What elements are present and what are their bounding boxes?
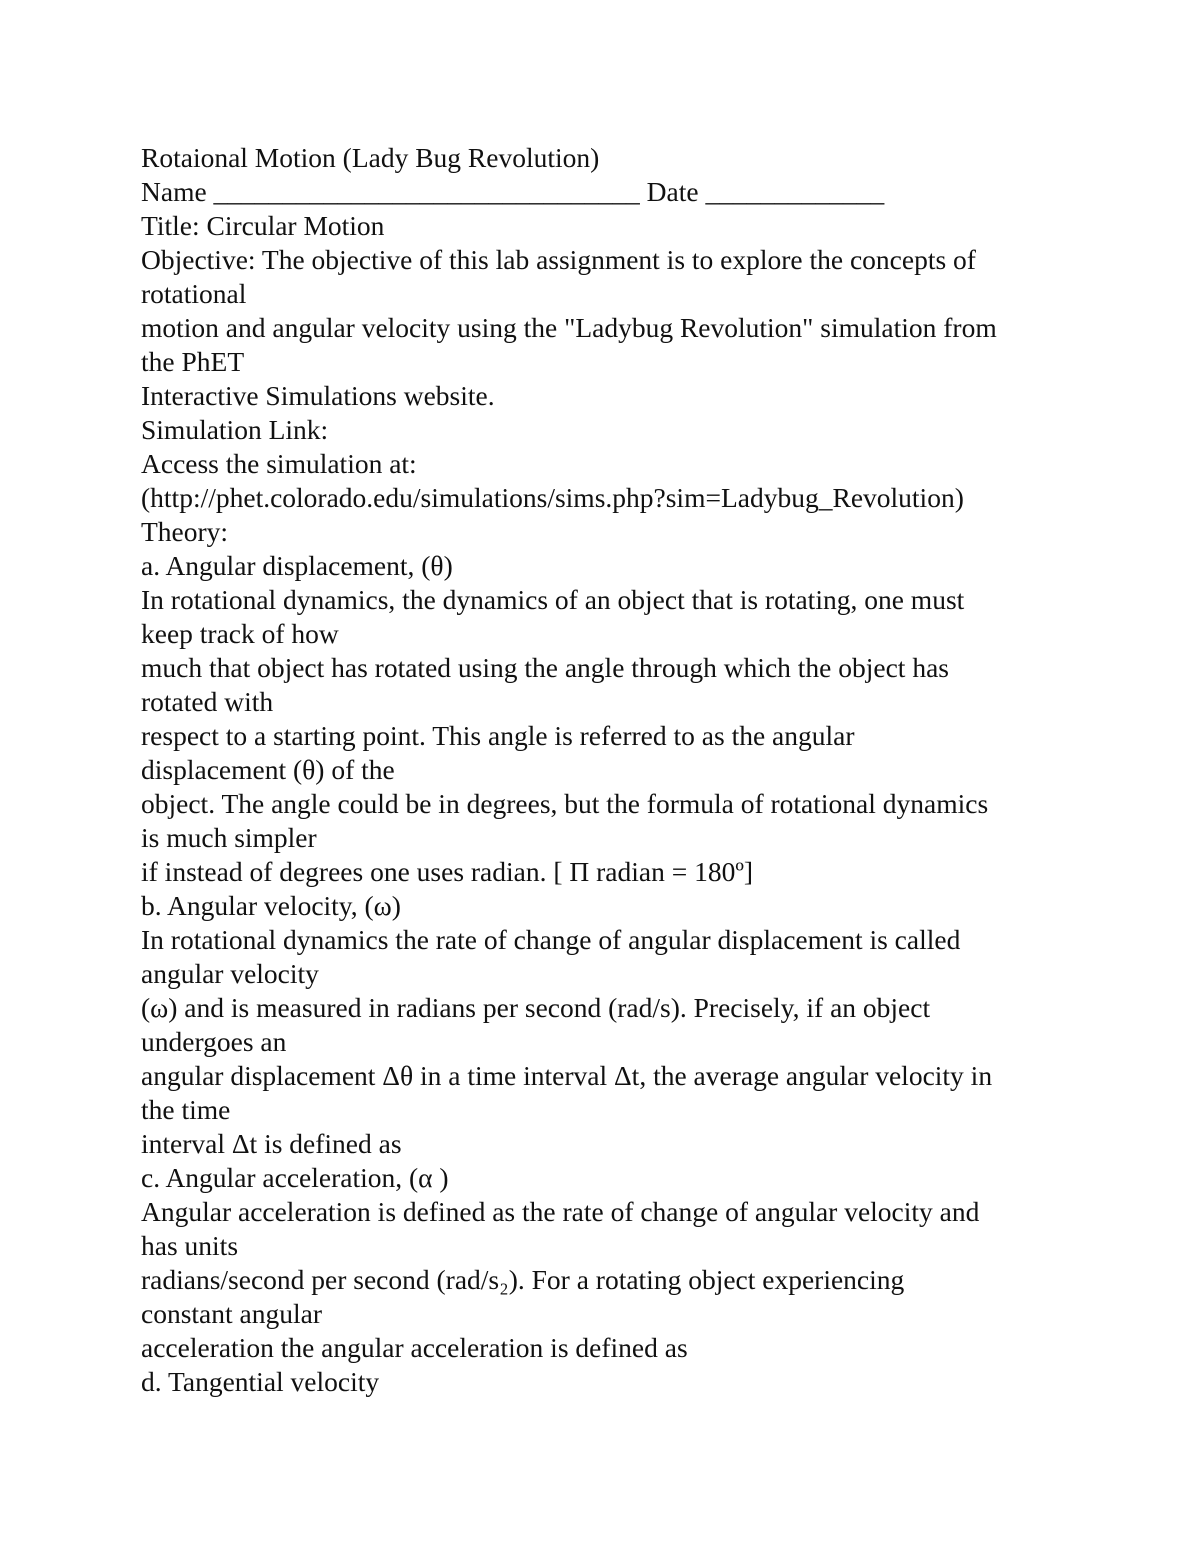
simulation-link-heading: Simulation Link: (141, 414, 329, 445)
paragraph-line: In rotational dynamics the rate of change of angular displacement is called (141, 924, 961, 955)
paragraph-line: constant angular (141, 1298, 322, 1329)
paragraph-line: radians/second per second (rad/s₂). For a rotating object experiencing (141, 1264, 905, 1295)
section-heading-angular-acceleration: c. Angular acceleration, (α ) (141, 1162, 449, 1193)
paragraph-line: if instead of degrees one uses radian. [ Π radian = 180º] (141, 856, 754, 887)
paragraph-line: undergoes an (141, 1026, 287, 1057)
objective-line: the PhET (141, 346, 245, 377)
paragraph-line: angular velocity (141, 958, 319, 989)
paragraph-line: has units (141, 1230, 239, 1261)
paragraph-line: acceleration the angular acceleration is defined as (141, 1332, 688, 1363)
title-line: Title: Circular Motion (141, 210, 385, 241)
document-body (141, 141, 1071, 1399)
paragraph-line: keep track of how (141, 618, 339, 649)
paragraph-line: is much simpler (141, 822, 317, 853)
objective-line: rotational (141, 278, 247, 309)
objective-line: motion and angular velocity using the "Ladybug Revolution" simulation from (141, 312, 997, 343)
paragraph-line: (ω) and is measured in radians per second (rad/s). Precisely, if an object (141, 992, 931, 1023)
paragraph-line: Angular acceleration is defined as the rate of change of angular velocity and (141, 1196, 980, 1227)
paragraph-line: interval Δt is defined as (141, 1128, 402, 1159)
simulation-access-line: Access the simulation at: (141, 448, 417, 479)
paragraph-line: much that object has rotated using the angle through which the object has (141, 652, 949, 683)
objective-line: Objective: The objective of this lab assignment is to explore the concepts of (141, 244, 976, 275)
paragraph-line: In rotational dynamics, the dynamics of an object that is rotating, one must (141, 584, 965, 615)
paragraph-line: the time (141, 1094, 231, 1125)
simulation-url: (http://phet.colorado.edu/simulations/sims.php?sim=Ladybug_Revolution) (141, 482, 964, 513)
paragraph-line: respect to a starting point. This angle is referred to as the angular (141, 720, 855, 751)
section-heading-angular-velocity: b. Angular velocity, (ω) (141, 890, 401, 921)
doc-title: Rotaional Motion (Lady Bug Revolution) (141, 142, 600, 173)
paragraph-line: displacement (θ) of the (141, 754, 395, 785)
name-date-line: Name _______________________________ Date _____________ (141, 176, 885, 207)
paragraph-line: angular displacement Δθ in a time interval Δt, the average angular velocity in (141, 1060, 993, 1091)
paragraph-line: rotated with (141, 686, 274, 717)
section-heading-angular-displacement: a. Angular displacement, (θ) (141, 550, 453, 581)
objective-line: Interactive Simulations website. (141, 380, 495, 411)
theory-heading: Theory: (141, 516, 229, 547)
section-heading-tangential-velocity: d. Tangential velocity (141, 1366, 380, 1397)
paragraph-line: object. The angle could be in degrees, but the formula of rotational dynamics (141, 788, 989, 819)
